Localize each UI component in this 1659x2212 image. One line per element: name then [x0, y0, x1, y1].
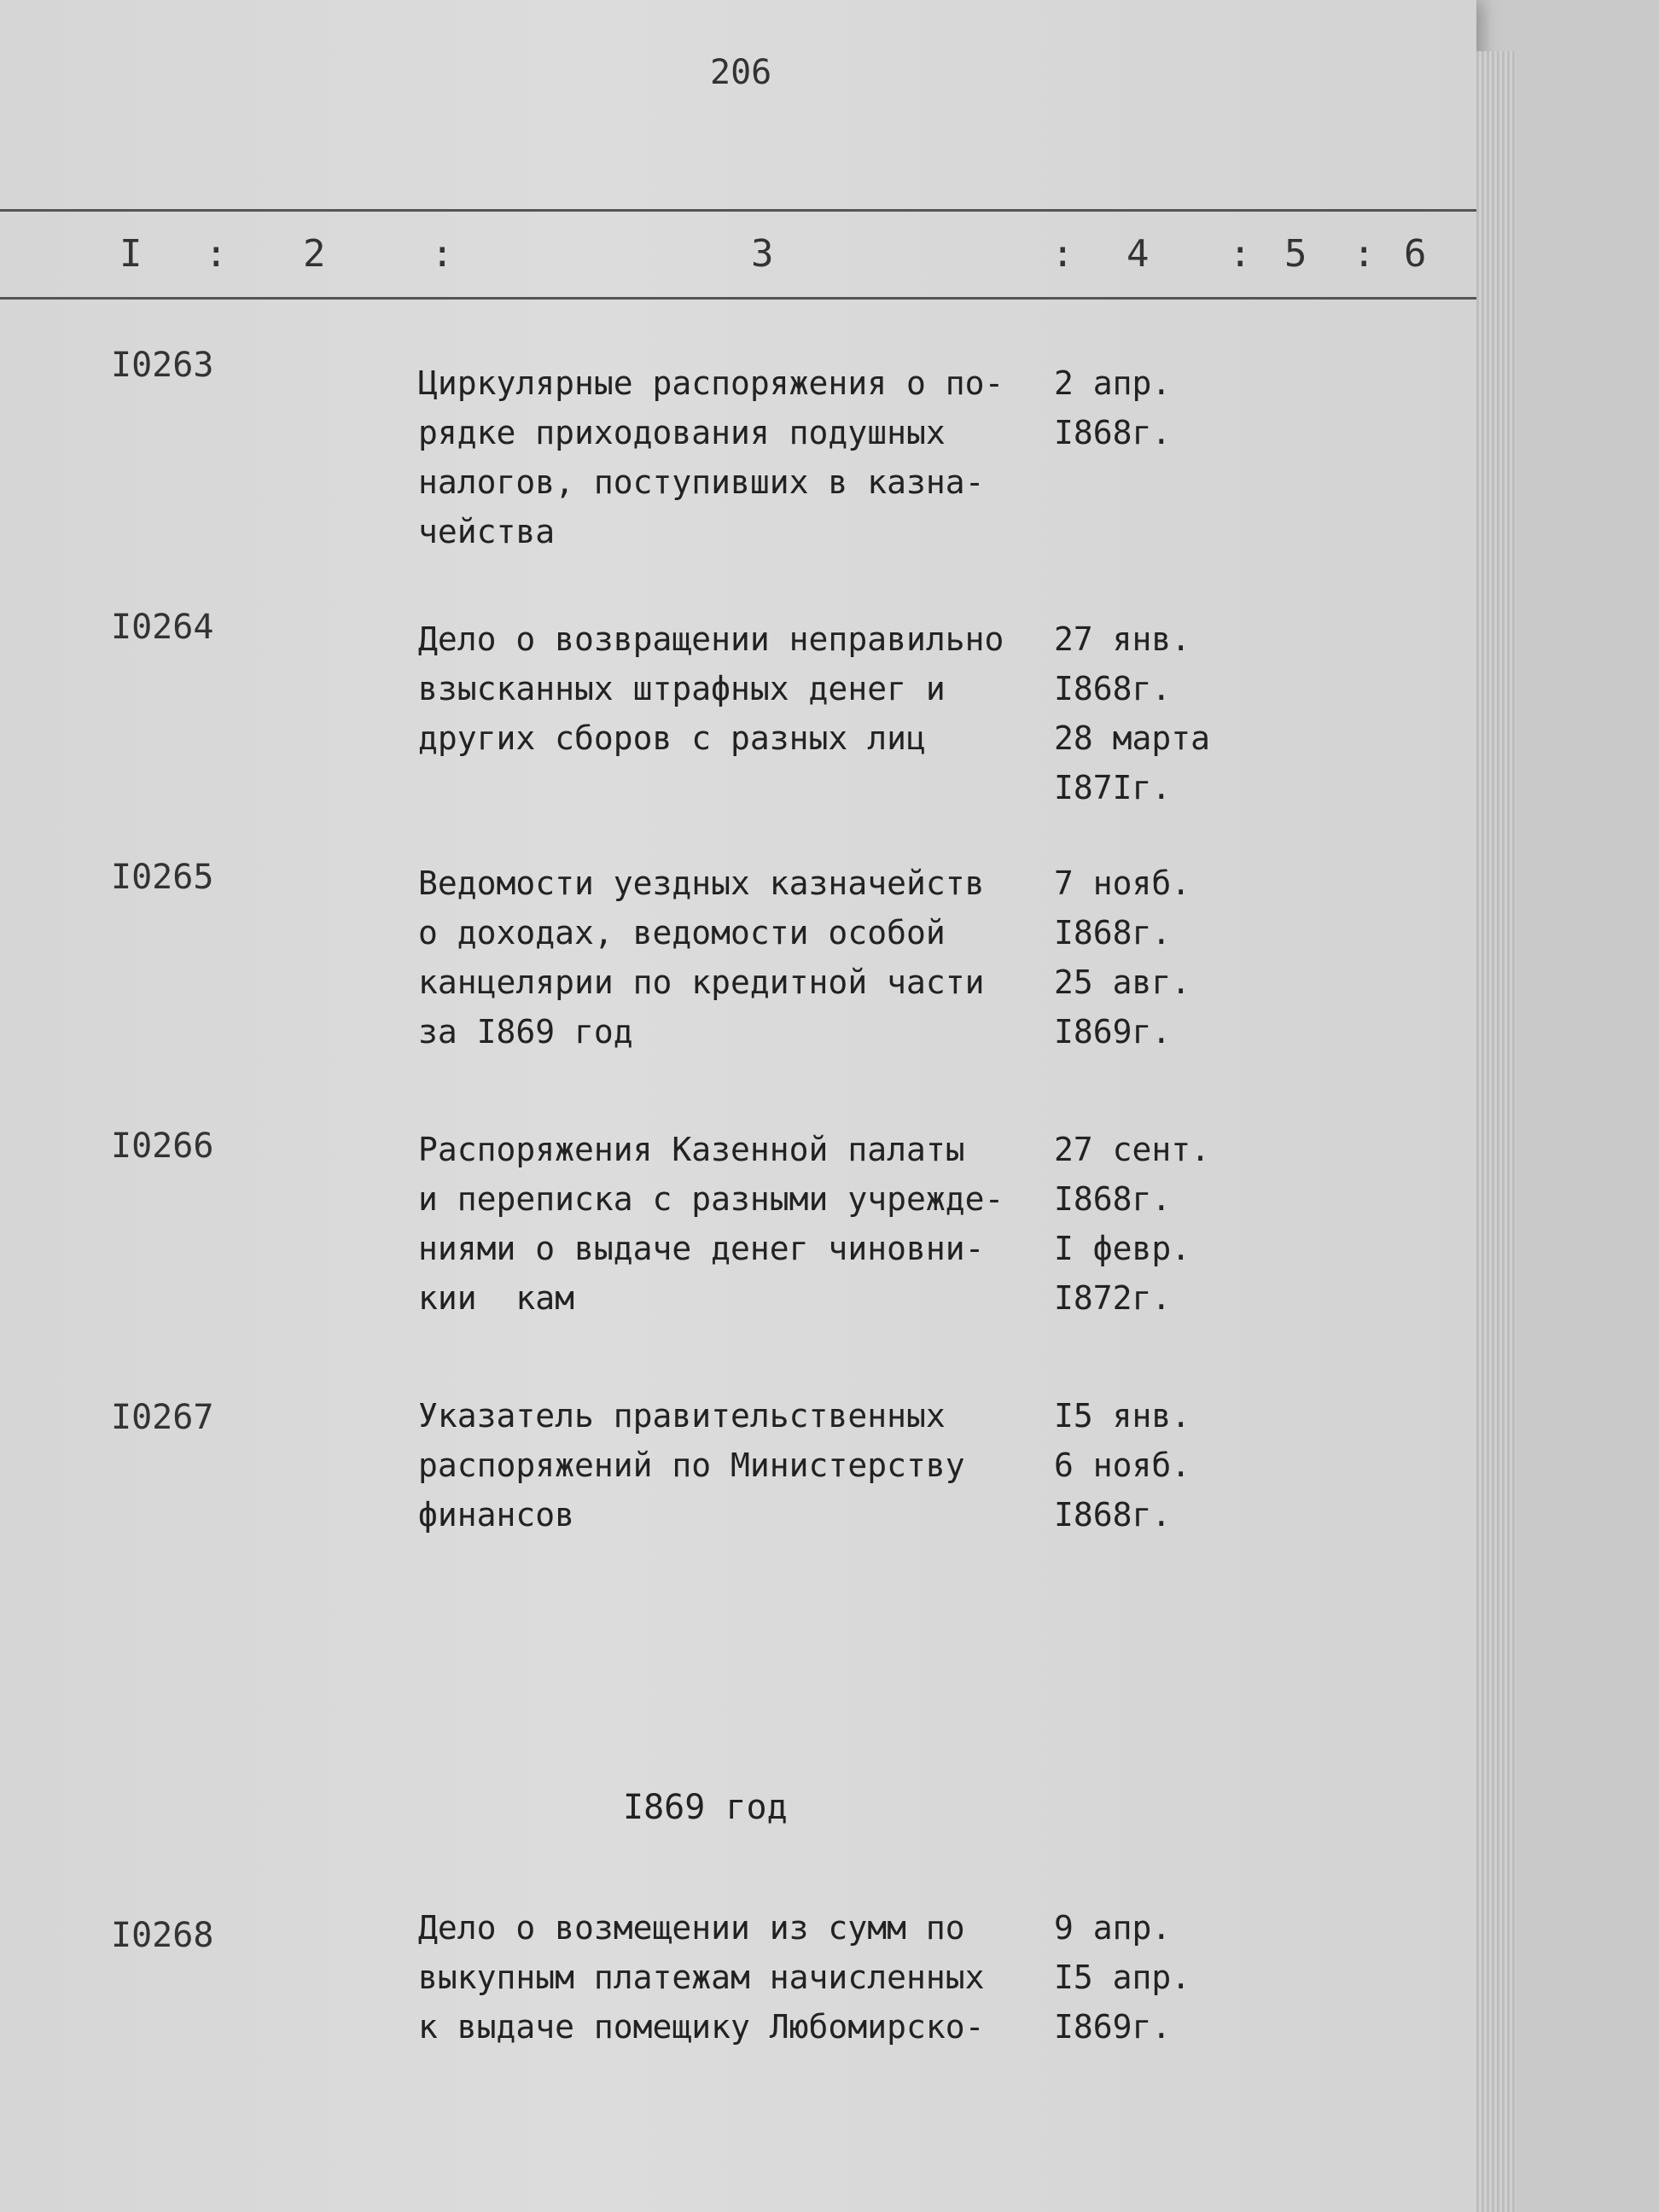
column-separator: : [1051, 232, 1074, 276]
entry-number: I0267 [111, 1398, 214, 1437]
entry-dates: 9 апр. I5 апр. I869г. [1054, 1909, 1191, 2046]
entry-dates: I5 янв. 6 нояб. I868г. [1054, 1397, 1191, 1534]
column-separator: : [1229, 232, 1252, 276]
entry-number: I0266 [111, 1126, 214, 1166]
column-header-6: 6 [1404, 232, 1427, 276]
column-header-1: I [119, 232, 143, 276]
column-separator: : [205, 232, 228, 276]
entry-number: I0265 [111, 858, 214, 897]
entry-dates: 2 апр. I868г. [1054, 364, 1172, 451]
entry-title: Указатель правительственных распоряжений по Министерству финансов [418, 1397, 965, 1534]
entry-title: Циркулярные распоряжения о по- рядке приходования подушных налогов, поступивших в казна- чейства [418, 364, 1004, 550]
column-header-3: 3 [751, 232, 774, 276]
column-separator: : [431, 232, 454, 276]
entry-number: I0268 [111, 1916, 214, 1955]
column-header-5: 5 [1284, 232, 1307, 276]
entry-title: Ведомости уездных казначейств о доходах, ведомости особой канцелярии по кредитной части за I869 год [418, 864, 985, 1051]
entry-dates: 27 янв. I868г. 28 марта I87Iг. [1054, 620, 1211, 806]
column-separator: : [1353, 232, 1376, 276]
entry-dates: 27 сент. I868г. I февр. I872г. [1054, 1131, 1211, 1317]
page-stack-edge [1476, 51, 1516, 2212]
entry-title: Дело о возмещении из сумм по выкупным платежам начисленных к выдаче помещику Любомирско- [418, 1909, 985, 2046]
column-header-4: 4 [1126, 232, 1150, 276]
entry-number: I0264 [111, 608, 214, 647]
entry-number: I0263 [111, 346, 214, 385]
entry-title: Дело о возвращении неправильно взысканных штрафных денег и других сборов с разных лиц [418, 620, 1004, 757]
entry-dates: 7 нояб. I868г. 25 авг. I869г. [1054, 864, 1191, 1051]
page-number: 206 [710, 53, 772, 92]
entry-title: Распоряжения Казенной палаты и переписка с разными учрежде- ниями о выдаче денег чиновни- кии кам [418, 1131, 1004, 1317]
column-header-2: 2 [303, 232, 326, 276]
year-heading: I869 год [623, 1788, 788, 1827]
